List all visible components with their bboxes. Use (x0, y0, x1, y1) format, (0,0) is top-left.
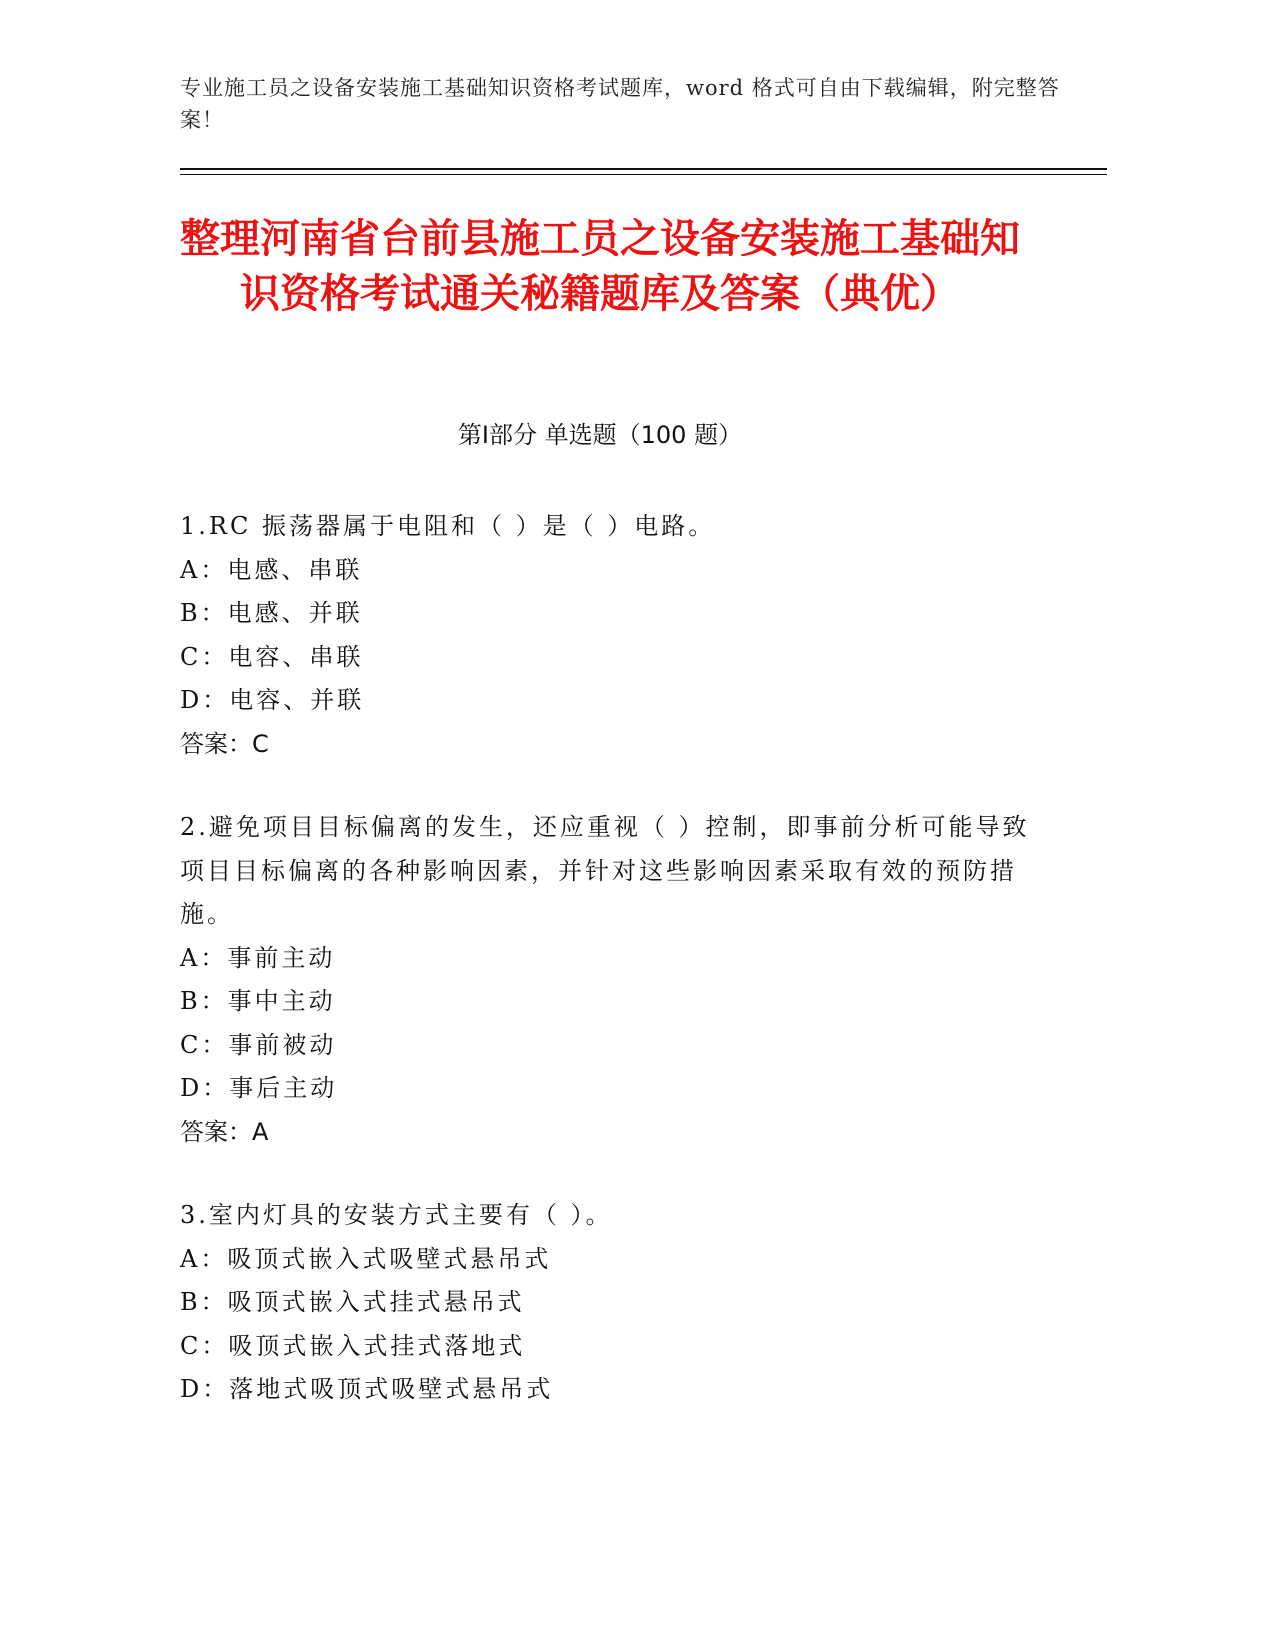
header-rule-thin (180, 174, 1107, 175)
answer-line: 答案：A (180, 1117, 269, 1146)
header-rule-thick (180, 168, 1107, 170)
question-1 (180, 505, 1040, 766)
document-title: 整理河南省台前县施工员之设备安装施工基础知识资格考试通关秘籍题库及答案（典优） (180, 216, 1020, 317)
option-d: D：事后主动 (180, 1074, 338, 1102)
question-stem: 2.避免项目目标偏离的发生，还应重视（ ）控制，即事前分析可能导致项目目标偏离的各种影响因素，并针对这些影响因素采取有效的预防措施。 (180, 813, 1030, 928)
option-b: B：电感、并联 (180, 599, 363, 627)
option-b: B：吸顶式嵌入式挂式悬吊式 (180, 1288, 525, 1316)
option-d: D：落地式吸顶式吸壁式悬吊式 (180, 1375, 554, 1403)
header-note: 专业施工员之设备安装施工基础知识资格考试题库，word 格式可自由下载编辑，附完整答案！ (180, 76, 1060, 132)
option-a: A：吸顶式嵌入式吸壁式悬吊式 (180, 1244, 552, 1273)
option-a: A：事前主动 (180, 943, 336, 972)
question-3 (180, 1194, 1040, 1412)
section-title: 第Ⅰ部分 单选题（100 题） (457, 421, 743, 449)
question-stem: 3.室内灯具的安装方式主要有（ ）。 (180, 1201, 613, 1229)
question-list (180, 505, 1040, 1452)
option-b: B：事中主动 (180, 987, 336, 1015)
option-c: C：事前被动 (180, 1030, 337, 1059)
answer-line: 答案：C (180, 729, 269, 758)
option-a: A：电感、串联 (180, 555, 363, 584)
option-c: C：吸顶式嵌入式挂式落地式 (180, 1331, 526, 1360)
question-stem: 1.RC 振荡器属于电阻和（ ）是（ ）电路。 (180, 512, 716, 540)
option-d: D：电容、并联 (180, 686, 365, 714)
option-c: C：电容、串联 (180, 642, 364, 671)
question-2 (180, 806, 1040, 1154)
